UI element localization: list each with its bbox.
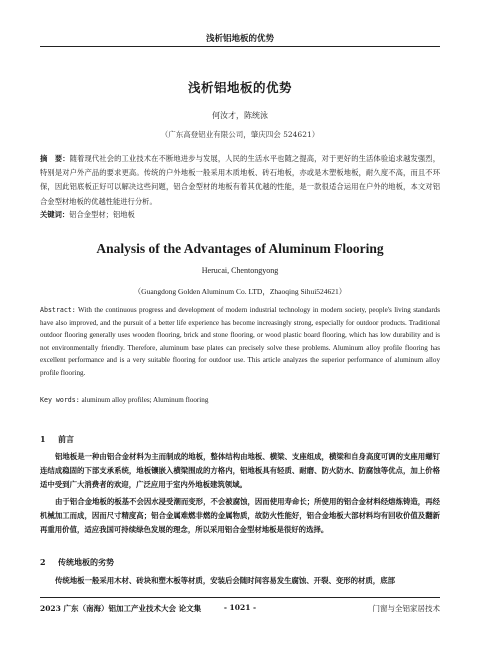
chinese-abstract-text: 随着现代社会的工业技术在不断地进步与发展，人民的生活水平也随之提高，对于更好的生活体验追求越发强烈，特别是对户外产品的要求更高。传统的户外地板一般采用木质地板、砖石地板，亦或是木塑板地板，耐久度不高，而且不环保，因此铝底板正好可以解决这些问题，铝合金型材的地板有着其优越的性能，是一款很适合运用在户外的地板，本文对铝合金型材地板的优越性能进行分析。 xyxy=(40,154,440,206)
english-abstract-label: Abstract: xyxy=(40,306,76,314)
section-title: 传统地板的劣势 xyxy=(58,557,114,567)
section-heading-introduction xyxy=(40,434,74,445)
header-rule xyxy=(40,46,440,47)
footer-proceedings: 2023 广东（南海）铝加工产业技术大会 论文集 xyxy=(40,604,202,613)
footer-rule xyxy=(40,597,440,598)
english-authors: Herucai, Chentongyong xyxy=(201,266,279,275)
body-paragraph: 铝地板是一种由铝合金材料为主而制成的地板，整体结构由地板、横梁、支座组成，横梁和自身高度可调的支座用螺钉连结成稳固的下部支承系统，地板镶嵌入横梁围成的方格内，铝地板具有轻质、耐磨、防火防水、防腐蚀等优点，加上价格适中受到广大消费者的欢迎，广泛应用于室内外地板建筑领域。 xyxy=(40,452,440,490)
section-heading-disadvantages xyxy=(40,557,114,568)
chinese-affiliation: （广东高登铝业有限公司，肇庆四会 524621） xyxy=(160,130,320,139)
english-title: Analysis of the Advantages of Aluminum Flooring xyxy=(96,241,384,256)
chinese-authors: 何汝才，陈统泳 xyxy=(212,111,268,120)
chinese-keywords xyxy=(40,210,440,220)
section-number: 1 xyxy=(40,434,46,444)
english-abstract-text: With the continuous progress and development of modern industrial technology in modern society, people's living standards have also improved, and the pursuit of a better life experience has become increasingly strong, especially for outdoor products. Traditional outdoor flooring generally uses wooden flooring, brick and stone flooring, or wood plastic board flooring, which has low durability and is not environmentally friendly. Therefore, aluminum base plates can precisely solve these problems. Aluminum alloy profile flooring has excellent performance and is a very suitable flooring for outdoor use. This article analyzes the superior performance of aluminum alloy profile flooring. xyxy=(40,306,440,377)
english-keywords xyxy=(40,396,440,404)
chinese-keywords-text: 铝合金型材；铝地板 xyxy=(69,210,135,219)
page-number: - 1021 - xyxy=(223,603,257,612)
english-keywords-text: aluminum alloy profiles; Aluminum flooring xyxy=(79,396,209,404)
section-number: 2 xyxy=(40,557,46,567)
section-title: 前言 xyxy=(58,434,74,444)
english-abstract xyxy=(40,304,440,379)
chinese-keywords-label: 关键词： xyxy=(40,210,70,219)
body-paragraph: 由于铝合金地板的板基不会因水浸受潮而变形，不会被腐蚀，因而使用寿命长；所使用的铝合金材料经熔炼铸造，再经机械加工而成，因而尺寸精度高；铝合金属难燃非燃的金属物质，故防火性能好，铝合金地板大部材料均有回收价值及翻新再重用价值，适应我国可持续绿色发展的理念，所以采用铝合金型材地板是很好的选择。 xyxy=(40,497,440,535)
running-head: 浅析铝地板的优势 xyxy=(205,34,274,44)
chinese-title: 浅析铝地板的优势 xyxy=(187,80,292,95)
english-keywords-label: Key words: xyxy=(40,396,80,404)
chinese-abstract-label: 摘 要： xyxy=(40,154,70,163)
footer-section: 门窗与全铝家居技术 xyxy=(372,604,440,613)
english-affiliation: （Guangdong Golden Aluminum Co. LTD，Zhaoqing Sihui524621） xyxy=(133,287,347,296)
chinese-abstract xyxy=(40,152,440,209)
body-paragraph: 传统地板一般采用木材、砖块和塑木板等材质，安装后会随时间容易发生腐蚀、开裂、变形的材质，底部 xyxy=(55,576,395,585)
